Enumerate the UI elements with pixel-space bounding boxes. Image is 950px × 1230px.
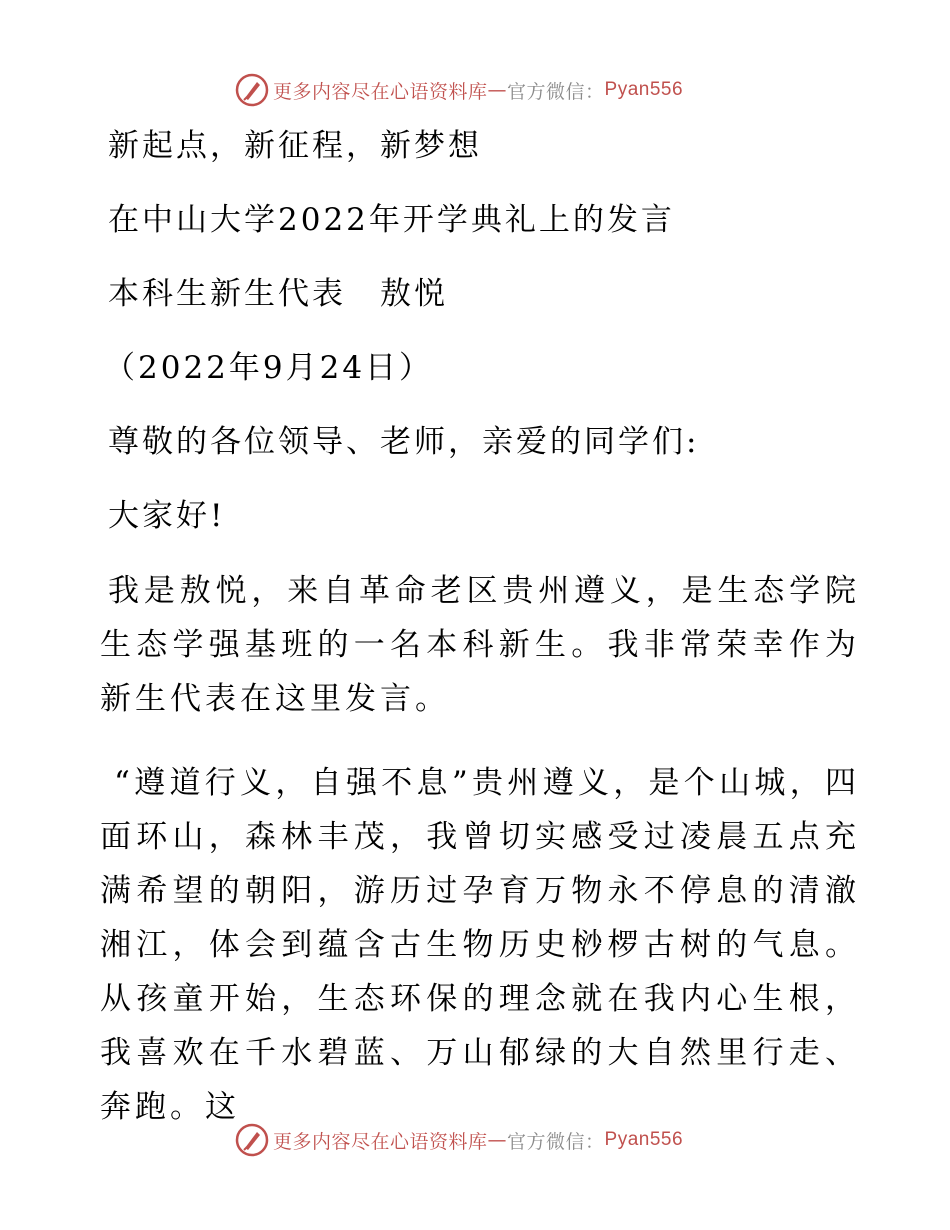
- watermark-dash: —: [487, 79, 508, 101]
- greeting: 大家好!: [108, 498, 226, 534]
- quill-logo-icon: [235, 73, 269, 107]
- watermark-text: 更多内容尽在心语资料库: [273, 1130, 488, 1153]
- watermark-header: [235, 72, 683, 108]
- document-subtitle: 在中山大学2022年开学典礼上的发言: [108, 202, 675, 238]
- watermark-dash: —: [487, 1129, 508, 1151]
- salutation: 尊敬的各位领导、老师，亲爱的同学们:: [108, 424, 700, 460]
- speaker-line: 本科生新生代表 敖悦: [108, 276, 448, 312]
- watermark-footer: [235, 1122, 683, 1158]
- date-line: （2022年9月24日）: [104, 350, 434, 386]
- watermark-id: Pyan556: [604, 1129, 684, 1150]
- watermark-id: Pyan556: [604, 79, 684, 100]
- quill-logo-icon: [235, 1123, 269, 1157]
- document-title: 新起点，新征程，新梦想: [108, 128, 482, 164]
- watermark-label: 官方微信：: [507, 80, 605, 103]
- watermark-text: 更多内容尽在心语资料库: [273, 80, 488, 103]
- paragraph-hometown: “遵道行义，自强不息”贵州遵义，是个山城，四面环山，森林丰茂，我曾切实感受过凌晨五点充满希望的朝阳，游历过孕育万物永不停息的清澈湘江，体会到蕴含古生物历史桫椤古树的气息。从孩童开始，生态环保的理念就在我内心生根，我喜欢在千水碧蓝、万山郁绿的大自然里行走、奔跑。这: [100, 765, 860, 1125]
- watermark-label: 官方微信：: [507, 1130, 605, 1153]
- paragraph-intro: 我是敖悦，来自革命老区贵州遵义，是生态学院生态学强基班的一名本科新生。我非常荣幸作为新生代表在这里发言。: [100, 573, 860, 717]
